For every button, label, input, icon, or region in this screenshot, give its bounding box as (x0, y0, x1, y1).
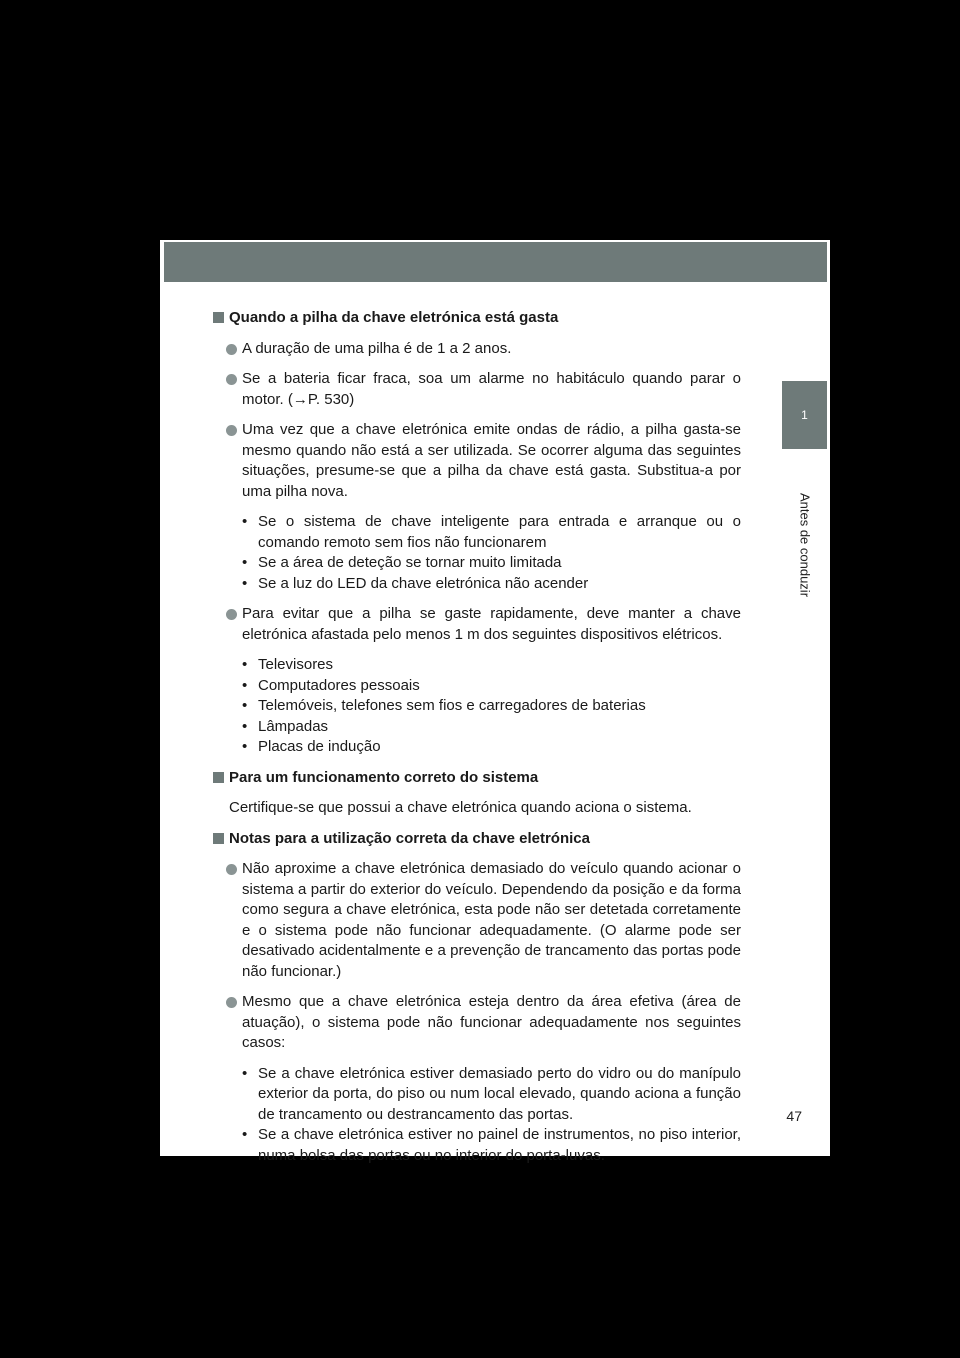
list-item: Uma vez que a chave eletrónica emite ondas de rádio, a pilha gasta-se mesmo quando não está a ser utilizada. Se ocorrer alguma das seguintes situações, presume-se que a pilha da chave está gasta. Substitua-a por uma pilha nova. (213, 420, 741, 502)
bullet-icon: • (242, 1126, 248, 1143)
sub-list-item: • Se a luz do LED da chave eletrónica não acender (242, 574, 741, 595)
bullet-icon: • (242, 656, 248, 673)
page-number: 47 (786, 1108, 802, 1124)
chapter-title: Antes de conduzir (797, 492, 813, 598)
circle-bullet-icon (226, 425, 237, 436)
bullet-icon: • (242, 697, 248, 714)
circle-bullet-icon (226, 864, 237, 875)
sub-list-item: • Se a chave eletrónica estiver demasiado perto do vidro ou do manípulo exterior da porta, do piso ou num local elevado, quando aciona a função de trancamento ou destrancamento das portas. (242, 1064, 741, 1123)
sub-list-item: • Se a área de deteção se tornar muito limitada (242, 553, 741, 574)
sub-list-item: • Placas de indução (242, 737, 741, 758)
page-content (213, 308, 741, 1176)
sub-list-item: • Se a chave eletrónica estiver no painel de instrumentos, no piso interior, numa bolsa das portas ou no interior do porta-luvas. (242, 1126, 741, 1164)
bullet-icon: • (242, 513, 248, 530)
sub-list (213, 1064, 741, 1167)
sub-list (213, 655, 741, 758)
list-item: Não aproxime a chave eletrónica demasiado do veículo quando acionar o sistema a partir do exterior do veículo. Dependendo da posição e da forma como segura a chave eletrónica, esta pode não ser detetada corretamente e o sistema pode não funcionar adequadamente. (O alarme pode ser desativado acidentalmente e a prevenção de trancamento das portas pode não funcionar.) (213, 859, 741, 982)
bullet-icon: • (242, 676, 248, 694)
square-marker-icon (213, 312, 224, 323)
header-bar (164, 242, 827, 282)
bullet-icon: • (242, 1064, 248, 1082)
circle-bullet-icon (226, 609, 237, 620)
bullet-icon: • (242, 717, 248, 735)
list-item: Para evitar que a pilha se gaste rapidamente, deve manter a chave eletrónica afastada pelo menos 1 m dos seguintes dispositivos elétricos. (213, 604, 741, 645)
sub-list-item: • Telemóveis, telefones sem fios e carregadores de baterias (242, 696, 741, 717)
circle-bullet-icon (226, 997, 237, 1008)
chapter-title-vertical (770, 490, 840, 600)
section-heading-battery: Quando a pilha da chave eletrónica está gasta (213, 308, 741, 329)
square-marker-icon (213, 772, 224, 783)
circle-bullet-icon (226, 344, 237, 355)
chapter-tab: 1 (782, 381, 827, 449)
bullet-icon: • (242, 738, 248, 755)
list-item: A duração de uma pilha é de 1 a 2 anos. (213, 339, 741, 360)
bullet-icon: • (242, 574, 248, 592)
sub-list-item: • Lâmpadas (242, 717, 741, 738)
section-heading-correct-operation: Para um funcionamento correto do sistema (213, 768, 741, 789)
circle-bullet-icon (226, 374, 237, 385)
sub-list (213, 512, 741, 594)
manual-page (160, 240, 830, 1164)
square-marker-icon (213, 833, 224, 844)
sub-list-item: • Televisores (242, 655, 741, 676)
paragraph: Certifique-se que possui a chave eletrónica quando aciona o sistema. (229, 799, 692, 816)
sub-list-item: • Se o sistema de chave inteligente para entrada e arranque ou o comando remoto sem fios não funcionarem (242, 513, 741, 551)
section-heading-usage-notes: Notas para a utilização correta da chave eletrónica (213, 829, 741, 850)
bullet-icon: • (242, 554, 248, 571)
sub-list-item: • Computadores pessoais (242, 676, 741, 697)
list-item: Se a bateria ficar fraca, soa um alarme no habitáculo quando parar o motor. (→P. 530) (213, 369, 741, 410)
list-item: Mesmo que a chave eletrónica esteja dentro da área efetiva (área de atuação), o sistema pode não funcionar adequadamente nos seguintes casos: (213, 992, 741, 1054)
